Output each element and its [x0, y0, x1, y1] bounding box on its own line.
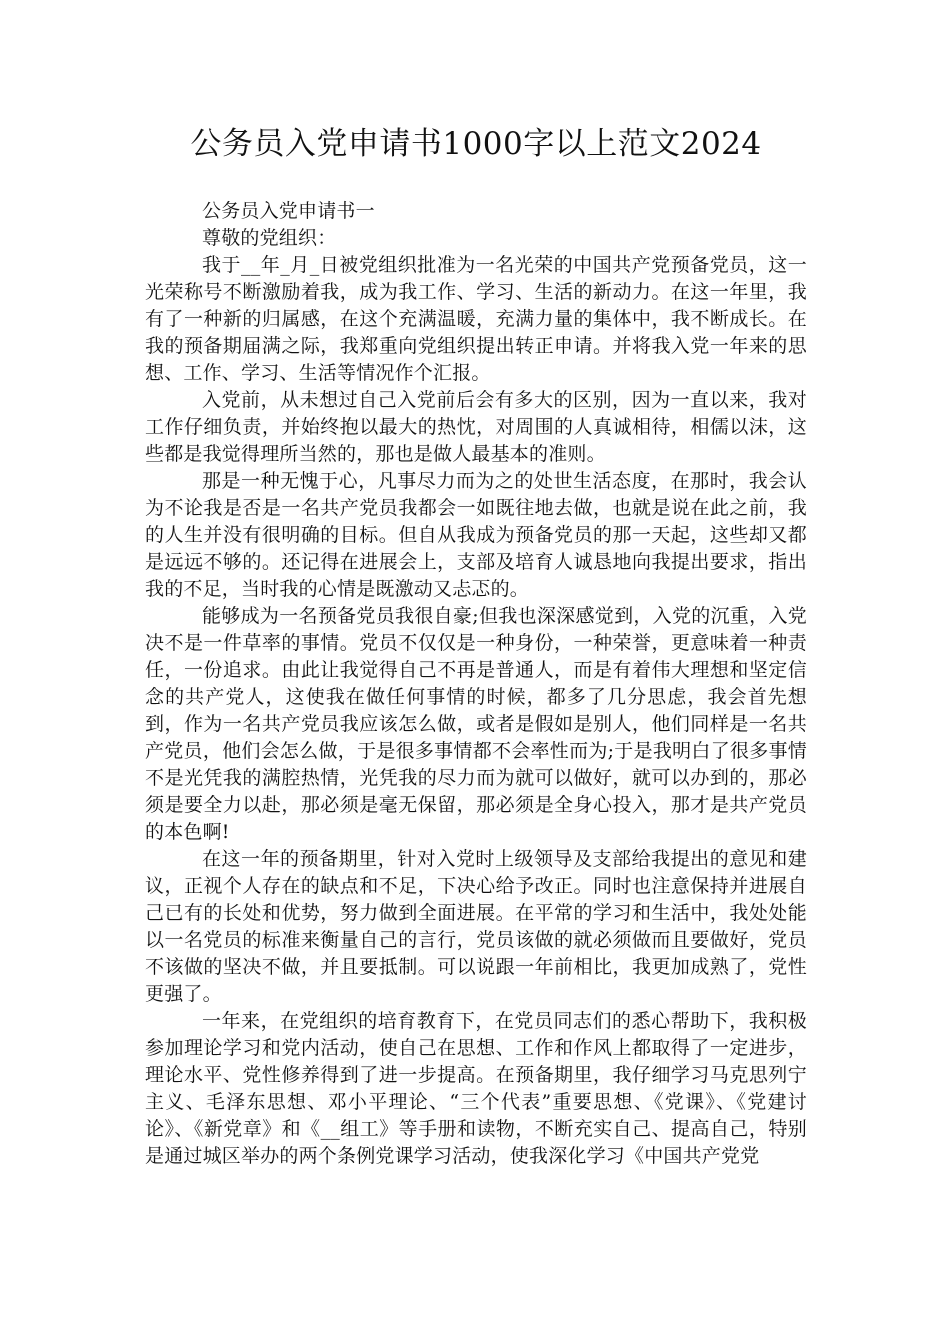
paragraph: 能够成为一名预备党员我很自豪;但我也深深感觉到，入党的沉重，入党决不是一件草率的事情。党员不仅仅是一种身份，一种荣誉，更意味着一种责任，一份追求。由此让我觉得自己不再是普通人，而是有着伟大理想和坚定信念的共产党人，这使我在做任何事情的时候，都多了几分思虑，我会首先想到，作为一名共产党员我应该怎么做，或者是假如是别人，他们同样是一名共产党员，他们会怎么做，于是很多事情都不会率性而为;于是我明白了很多事情不是光凭我的满腔热情，光凭我的尽力而为就可以做好，就可以办到的，那必须是要全力以赴，那必须是毫无保留，那必须是全身心投入，那才是共产党员的本色啊! — [145, 605, 807, 843]
paragraph: 我于__年_月_日被党组织批准为一名光荣的中国共产党预备党员，这一光荣称号不断激励着我，成为我工作、学习、生活的新动力。在这一年里，我有了一种新的归属感，在这个充满温暖，充满力量的集体中，我不断成长。在我的预备期届满之际，我郑重向党组织提出转正申请。并将我入党一年来的思想、工作、学习、生活等情况作个汇报。 — [145, 254, 807, 384]
document-title: 公务员入党申请书1000字以上范文2024 — [190, 126, 762, 162]
paragraph-heading: 公务员入党申请书一 — [202, 200, 375, 222]
paragraph: 在这一年的预备期里，针对入党时上级领导及支部给我提出的意见和建议，正视个人存在的缺点和不足，下决心给予改正。同时也注意保持并进展自己已有的长处和优势，努力做到全面进展。在平常的学习和生活中，我处处能以一名党员的标准来衡量自己的言行，党员该做的就必须做而且要做好，党员不该做的坚决不做，并且要抵制。可以说跟一年前相比，我更加成熟了，党性更强了。 — [145, 848, 807, 1005]
paragraph: 入党前，从未想过自己入党前后会有多大的区别，因为一直以来，我对工作仔细负责，并始终抱以最大的热忱，对周围的人真诚相待，相儒以沫，这些都是我觉得理所当然的，那也是做人最基本的准则。 — [145, 389, 807, 465]
document-body — [145, 198, 807, 1170]
paragraph: 一年来，在党组织的培育教育下，在党员同志们的悉心帮助下，我积极参加理论学习和党内活动，使自己在思想、工作和作风上都取得了一定进步，理论水平、党性修养得到了进一步提高。在预备期里，我仔细学习马克思列宁主义、毛泽东思想、邓小平理论、“三个代表”重要思想、《党课》、《党建讨论》、《新党章》和《__组工》等手册和读物，不断充实自己、提高自己，特别是通过城区举办的两个条例党课学习活动，使我深化学习《中国共产党党 — [145, 1010, 807, 1167]
paragraph-salutation: 尊敬的党组织： — [202, 227, 337, 249]
paragraph: 那是一种无愧于心，凡事尽力而为之的处世生活态度，在那时，我会认为不论我是否是一名共产党员我都会一如既往地去做，也就是说在此之前，我的人生并没有很明确的目标。但自从我成为预备党员的那一天起，这些却又都是远远不够的。还记得在进展会上，支部及培育人诚恳地向我提出要求，指出我的不足，当时我的心情是既激动又忐忑的。 — [145, 470, 807, 600]
